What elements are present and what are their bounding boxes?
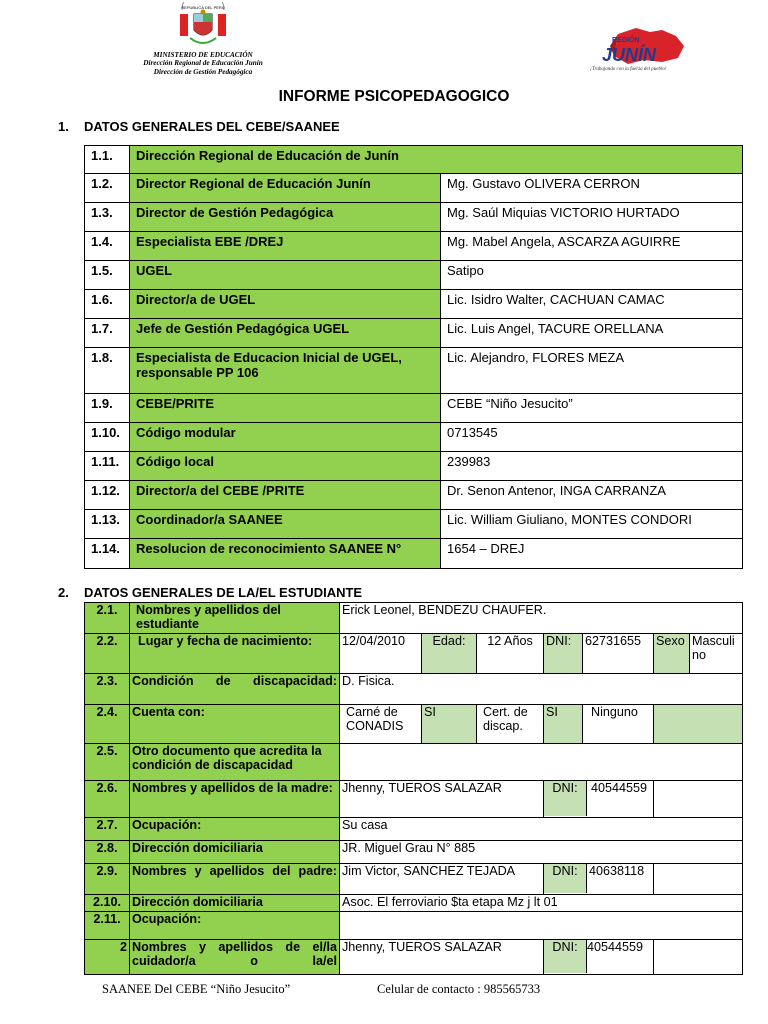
- section-1-heading: [58, 119, 340, 134]
- sex-label: Sexo: [654, 634, 690, 674]
- empty-cell: [654, 940, 743, 975]
- conadis-card-value: SI: [422, 705, 477, 744]
- row-label: Código local: [130, 452, 441, 481]
- row-number: 1.1.: [85, 146, 130, 174]
- father-name-value: Jim Victor, SANCHEZ TEJADA: [340, 864, 544, 895]
- table-row: [85, 781, 743, 818]
- table-row: [85, 174, 743, 203]
- logo-word-top: REGIÓN: [612, 37, 640, 44]
- table-row: [85, 261, 743, 290]
- row-number: 1.5.: [85, 261, 130, 290]
- row-label: Especialista de Educacion Inicial de UGEL, responsable PP 106: [130, 348, 441, 394]
- region-slogan: ¡Trabajando con la fuerza del pueblo!: [590, 67, 667, 72]
- cebe-general-data-table: [84, 145, 743, 569]
- row-value: 239983: [441, 452, 743, 481]
- row-value: Mg. Gustavo OLIVERA CERRON: [441, 174, 743, 203]
- table-row: [85, 705, 743, 744]
- section-2-heading: [58, 585, 362, 600]
- dni-label: DNI:: [544, 634, 583, 674]
- row-value: Satipo: [441, 261, 743, 290]
- birth-date-value: 12/04/2010: [340, 634, 422, 674]
- row-label: Nombres y apellidos del padre:: [130, 864, 340, 895]
- row-label: Nombres y apellidos de la madre:: [130, 781, 340, 818]
- table-row: [85, 912, 743, 940]
- footer-contact: Celular de contacto : 985565733: [377, 982, 541, 996]
- table-row: [85, 864, 743, 895]
- row-number: 2.9.: [85, 864, 130, 895]
- table-row: [85, 481, 743, 510]
- section-title-text: DATOS GENERALES DEL CEBE/SAANEE: [84, 119, 340, 134]
- row-value: 1654 – DREJ: [441, 539, 743, 569]
- section-number: 1.: [58, 119, 69, 134]
- row-label: Nombres y apellidos del estudiante: [130, 603, 340, 634]
- row-value: Dr. Senon Antenor, INGA CARRANZA: [441, 481, 743, 510]
- other-document-value: [340, 744, 743, 781]
- footer-cebe-name: SAANEE Del CEBE “Niño Jesucito”: [102, 982, 291, 996]
- document-title: INFORME PSICOPEDAGOGICO: [278, 88, 510, 105]
- none-value: [654, 705, 743, 744]
- dni-label: DNI:: [544, 940, 587, 973]
- row-value: Mg. Mabel Angela, ASCARZA AGUIRRE: [441, 232, 743, 261]
- row-number: 1.4.: [85, 232, 130, 261]
- father-dni-cell: [544, 864, 653, 893]
- row-number: 2.7.: [85, 818, 130, 841]
- row-label: Director/a de UGEL: [130, 290, 441, 319]
- section-number: 2.: [58, 585, 69, 600]
- row-label: Otro documento que acredita la condición de discapacidad: [130, 744, 340, 781]
- mother-dni-cell: [544, 781, 653, 816]
- row-label: Coordinador/a SAANEE: [130, 510, 441, 539]
- section-title-text: DATOS GENERALES DE LA/EL ESTUDIANTE: [84, 585, 363, 600]
- row-value: Lic. Isidro Walter, CACHUAN CAMAC: [441, 290, 743, 319]
- dni-label: DNI:: [544, 781, 587, 816]
- ministry-name: MINISTERIO DE EDUCACIÓN: [153, 51, 253, 59]
- sex-value: Masculino: [690, 634, 743, 674]
- empty-cell: [654, 864, 743, 895]
- regional-direction: Dirección Regional de Educación Junín: [143, 59, 263, 68]
- dni-value: 62731655: [583, 634, 654, 674]
- row-value: Mg. Saúl Miquias VICTORIO HURTADO: [441, 203, 743, 232]
- row-number: 2.1.: [85, 603, 130, 634]
- row-label: Lugar y fecha de nacimiento:: [130, 634, 340, 674]
- table-row: [85, 290, 743, 319]
- disability-cert-value: SI: [544, 705, 583, 744]
- row-value: Lic. Luis Angel, TACURE ORELLANA: [441, 319, 743, 348]
- row-label: Director Regional de Educación Junín: [130, 174, 441, 203]
- table-row: [85, 539, 743, 569]
- row-label: UGEL: [130, 261, 441, 290]
- none-label: Ninguno: [583, 705, 654, 744]
- row-label: Resolucion de reconocimiento SAANEE N°: [130, 539, 441, 569]
- table-row: [85, 232, 743, 261]
- row-number: 2.2.: [85, 634, 130, 674]
- father-occupation-value: [340, 912, 743, 940]
- row-number: 1.6.: [85, 290, 130, 319]
- row-number: 1.7.: [85, 319, 130, 348]
- row-label: Especialista EBE /DREJ: [130, 232, 441, 261]
- caregiver-name-value: Jhenny, TUEROS SALAZAR: [340, 940, 544, 975]
- caregiver-dni-cell: [544, 940, 653, 973]
- ministry-header: [118, 51, 288, 76]
- row-value: Lic. William Giuliano, MONTES CONDORI: [441, 510, 743, 539]
- row-number: 2.3.: [85, 674, 130, 705]
- table-row: [85, 634, 743, 674]
- table-row: [85, 423, 743, 452]
- conadis-card-label: Carné de CONADIS: [340, 705, 422, 744]
- row-label: Código modular: [130, 423, 441, 452]
- disability-value: D. Fisica.: [340, 674, 743, 705]
- row-label: Director de Gestión Pedagógica: [130, 203, 441, 232]
- row-number: 1.3.: [85, 203, 130, 232]
- row-number: 2.10.: [85, 895, 130, 912]
- row-label: Ocupación:: [130, 912, 340, 940]
- row-label: Director/a del CEBE /PRITE: [130, 481, 441, 510]
- table-row: [85, 895, 743, 912]
- row-number: 1.14.: [85, 539, 130, 569]
- empty-cell: [654, 781, 743, 818]
- dni-label: DNI:: [544, 864, 587, 893]
- mother-name-value: Jhenny, TUEROS SALAZAR: [340, 781, 544, 818]
- age-value: 12 Años: [477, 634, 544, 674]
- row-number: 2.6.: [85, 781, 130, 818]
- table-row: [85, 203, 743, 232]
- mother-address-value: JR. Miguel Grau N° 885: [340, 841, 743, 864]
- table-row: [85, 940, 743, 975]
- logo-word: JUNÍN: [602, 45, 657, 65]
- pedagogical-direction: Dirección de Gestión Pedagógica: [153, 67, 253, 76]
- row-number: 2.5.: [85, 744, 130, 781]
- table-row: [85, 510, 743, 539]
- table-row: [85, 319, 743, 348]
- row-number: 1.9.: [85, 394, 130, 423]
- row-value: Lic. Alejandro, FLORES MEZA: [441, 348, 743, 394]
- father-address-value: Asoc. El ferroviario $ta etapa Mz j lt 01: [340, 895, 743, 912]
- table-row: [85, 841, 743, 864]
- table-row: [85, 674, 743, 705]
- student-name-value: Erick Leonel, BENDEZU CHAUFER.: [340, 603, 743, 634]
- peru-coat-of-arms-logo: [172, 2, 234, 50]
- table-row: [85, 348, 743, 394]
- disability-cert-label: Cert. de discap.: [477, 705, 544, 744]
- row-label: Dirección domiciliaria: [130, 841, 340, 864]
- mother-occupation-value: Su casa: [340, 818, 743, 841]
- row-number: 2.4.: [85, 705, 130, 744]
- table-row: [85, 146, 743, 174]
- row-label: Jefe de Gestión Pedagógica UGEL: [130, 319, 441, 348]
- row-number: 1.10.: [85, 423, 130, 452]
- dni-value: 40544559: [587, 940, 644, 954]
- age-label: Edad:: [422, 634, 477, 674]
- row-label: Dirección Regional de Educación de Junín: [130, 146, 743, 174]
- row-value: 0713545: [441, 423, 743, 452]
- row-number: 1.11.: [85, 452, 130, 481]
- table-row: [85, 394, 743, 423]
- row-value: CEBE “Niño Jesucito”: [441, 394, 743, 423]
- row-number: 1.12.: [85, 481, 130, 510]
- seal-text: REPUBLICA DEL PERU: [181, 5, 225, 10]
- row-label: Cuenta con:: [130, 705, 340, 744]
- row-number: 2.11.: [85, 912, 130, 940]
- row-number: 1.8.: [85, 348, 130, 394]
- table-row: [85, 452, 743, 481]
- row-number: 2.8.: [85, 841, 130, 864]
- row-label: CEBE/PRITE: [130, 394, 441, 423]
- row-label: Condición de discapacidad:: [130, 674, 340, 705]
- row-number: 1.13.: [85, 510, 130, 539]
- row-number: 2: [85, 940, 130, 975]
- table-row: [85, 818, 743, 841]
- table-row: [85, 744, 743, 781]
- dni-value: 40638118: [589, 864, 645, 878]
- student-general-data-table: [84, 602, 743, 975]
- table-row: [85, 603, 743, 634]
- row-label: Nombres y apellidos de el/la cuidador/a o la/el: [130, 940, 340, 975]
- row-label: Dirección domiciliaria: [130, 895, 340, 912]
- dni-value: 40544559: [591, 781, 648, 795]
- row-number: 1.2.: [85, 174, 130, 203]
- row-label: Ocupación:: [130, 818, 340, 841]
